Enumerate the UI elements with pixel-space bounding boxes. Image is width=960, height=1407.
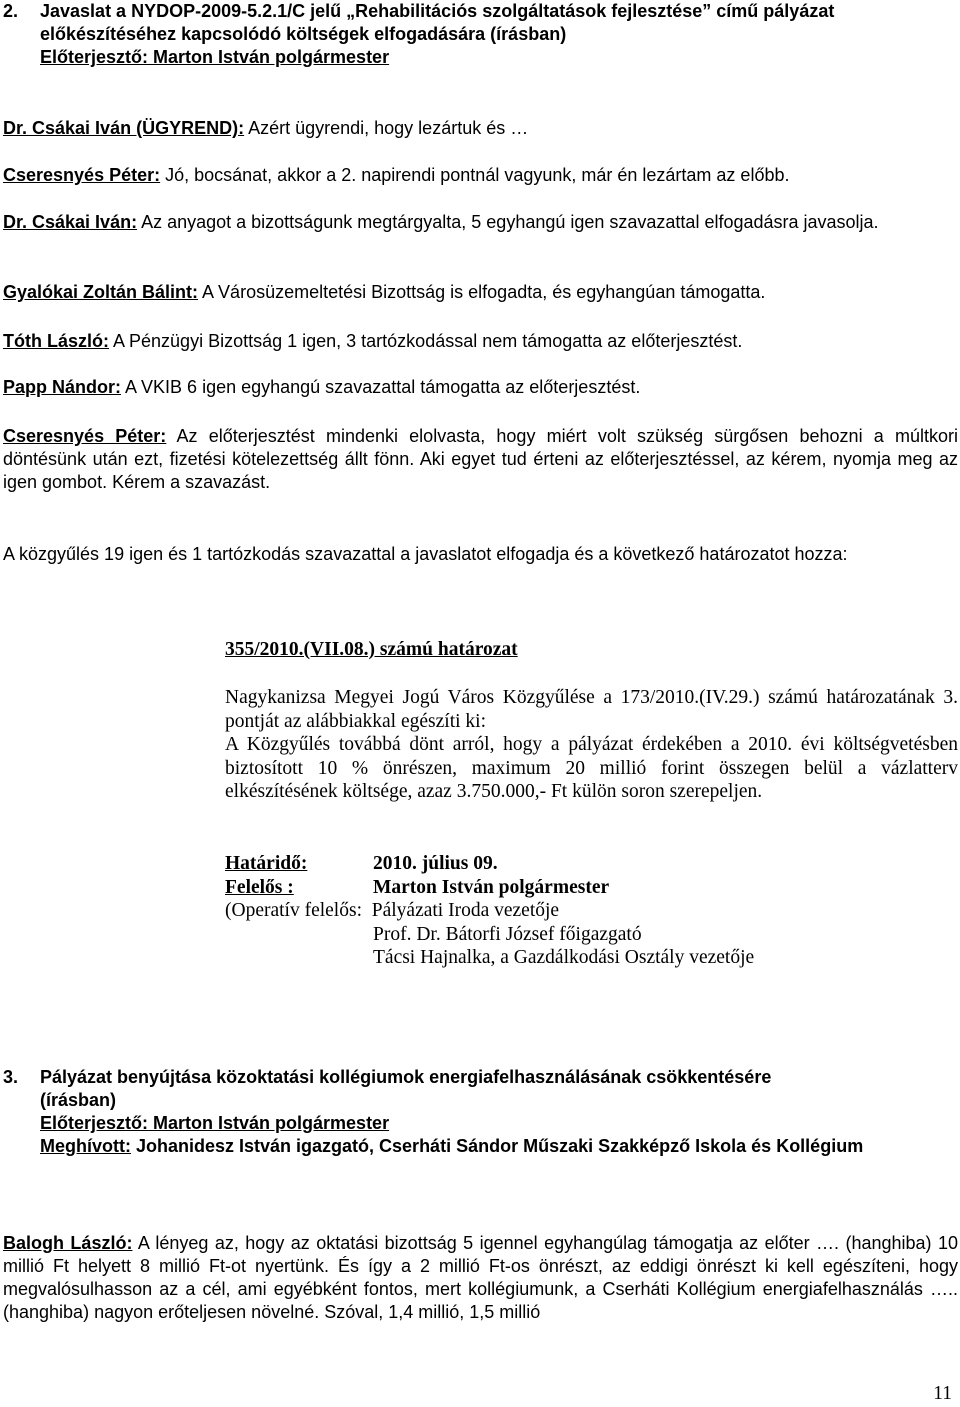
- agenda-item-presenter: Előterjesztő: Marton István polgármester: [40, 47, 390, 67]
- operative-value: Tácsi Hajnalka, a Gazdálkodási Osztály vezetője: [373, 947, 755, 968]
- speech-text: A Pénzügyi Bizottság 1 igen, 3 tartózkodással nem támogatta az előterjesztést.: [109, 331, 743, 351]
- speech-paragraph: [3, 330, 958, 353]
- speaker-name: Cseresnyés Péter:: [3, 426, 167, 446]
- agenda-item-presenter: Előterjesztő: Marton István polgármester: [40, 1113, 390, 1133]
- speech-paragraph: [3, 211, 958, 234]
- agenda-item-number: 2.: [3, 1, 19, 21]
- resolution-responsibles: [225, 852, 958, 970]
- speech-text: A lényeg az, hogy az oktatási bizottság 5 igennel egyhangúlag támogatja az előter …. (hanghiba) 10 millió Ft helyett 8 millió Ft-ot nyertünk. És így a 2 millió Ft-os önrészt, az eddigi önrészt ki kell egészíteni, hogy megvalósulhasson az a cél, ami egyébként fontos, mert kollégiumunk, a Cserháti Kollégium energiafelhasználás ….. (hanghiba) nagyon erőteljesen növelné. Szóval, 1,4 millió, 1,5 millió: [3, 1233, 958, 1322]
- operative-label: (Operatív felelős:: [225, 900, 362, 921]
- speaker-name: Papp Nándor:: [3, 377, 122, 397]
- invited-label: Meghívott:: [40, 1136, 131, 1156]
- speaker-name: Tóth László:: [3, 331, 109, 351]
- speech-paragraph: [3, 425, 958, 494]
- agenda-item-title: Javaslat a NYDOP-2009-5.2.1/C jelű „Rehabilitációs szolgáltatások fejlesztése” című pályázat: [40, 1, 835, 21]
- agenda-item-title: Pályázat benyújtása közoktatási kollégiumok energiafelhasználásának csökkentésére: [40, 1067, 772, 1087]
- operative-row: [225, 899, 958, 923]
- speech-paragraph: [3, 376, 958, 399]
- resolution-title: 355/2010.(VII.08.) számú határozat: [225, 639, 518, 660]
- speaker-name: Gyalókai Zoltán Bálint:: [3, 282, 199, 302]
- speech-paragraph: [3, 1232, 958, 1324]
- speaker-name: Cseresnyés Péter:: [3, 165, 161, 185]
- deadline-row: [225, 852, 958, 876]
- agenda-item-title-cont: (írásban): [40, 1090, 117, 1110]
- invited-text: Johanidesz István igazgató, Cserháti Sándor Műszaki Szakképző Iskola és Kollégium: [130, 1136, 864, 1156]
- resolution-body: [225, 686, 958, 804]
- agenda-item-title-cont: előkészítéséhez kapcsolódó költségek elfogadására (írásban): [40, 24, 567, 44]
- vote-result: A közgyűlés 19 igen és 1 tartózkodás szavazattal a javaslatot elfogadja és a következő határozatot hozza:: [3, 544, 848, 564]
- speech-paragraph: [3, 281, 958, 304]
- page-number: 11: [933, 1383, 952, 1404]
- speech-text: Azért ügyrendi, hogy lezártuk és …: [244, 118, 529, 138]
- speaker-name: Dr. Csákai Iván (ÜGYREND):: [3, 118, 245, 138]
- speech-text: A VKIB 6 igen egyhangú szavazattal támogatta az előterjesztést.: [121, 377, 641, 397]
- deadline-value: 2010. július 09.: [373, 853, 498, 874]
- agenda-item-2: [3, 0, 958, 69]
- operative-value: Pályázati Iroda vezetője: [371, 900, 560, 921]
- speech-paragraph: [3, 164, 958, 187]
- resolution-text: A Közgyűlés továbbá dönt arról, hogy a pályázat érdekében a 2010. évi költségvetésben biztosított 10 % önrészen, maximum 20 millió forint összegen belül a vázlatterv elkészítésének költsége, azaz 3.750.000,- Ft külön soron szerepeljen.: [225, 734, 958, 802]
- responsible-value: Marton István polgármester: [373, 876, 610, 898]
- speech-text: Az előterjesztést mindenki elolvasta, hogy miért volt szükség sürgősen behozni a múltkori döntésünk után ezt, fizetési kötelezettség állt fönn. Aki egyet tud érteni az előterjesztéssel, az kérem, nyomja meg az igen gombot. Kérem a szavazást.: [3, 426, 958, 492]
- agenda-item-3: [3, 1066, 958, 1158]
- responsible-label: Felelős :: [225, 876, 294, 898]
- resolution-text: Nagykanizsa Megyei Jogú Város Közgyűlése a 173/2010.(IV.29.) számú határozatának 3. pontját az alábbiakkal egészíti ki:: [225, 687, 958, 732]
- speech-text: Az anyagot a bizottságunk megtárgyalta, 5 egyhangú igen szavazattal elfogadásra javasolja.: [137, 212, 879, 232]
- operative-value: Prof. Dr. Bátorfi József főigazgató: [373, 923, 642, 945]
- speech-text: Jó, bocsánat, akkor a 2. napirendi pontnál vagyunk, már én lezártam az előbb.: [160, 165, 790, 185]
- speech-text: A Városüzemeltetési Bizottság is elfogadta, és egyhangúan támogatta.: [198, 282, 766, 302]
- deadline-label: Határidő:: [225, 853, 308, 874]
- agenda-item-invited: [3, 1135, 958, 1158]
- speech-paragraph: [3, 117, 958, 140]
- agenda-item-number: 3.: [3, 1067, 19, 1087]
- speaker-name: Dr. Csákai Iván:: [3, 212, 138, 232]
- responsible-row: [225, 876, 958, 900]
- speaker-name: Balogh László:: [3, 1233, 133, 1253]
